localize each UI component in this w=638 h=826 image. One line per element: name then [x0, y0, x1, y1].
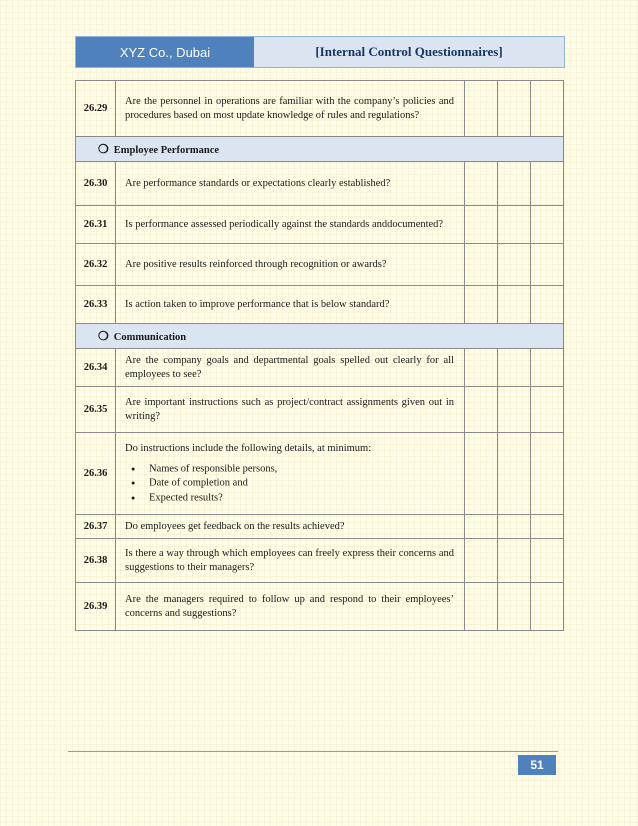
answer-cell-no[interactable] [498, 286, 531, 324]
question-text: Do instructions include the following details, at minimum: [125, 442, 372, 454]
answer-cell-no[interactable] [498, 539, 531, 583]
question-number: 26.34 [76, 349, 116, 387]
answer-cell-no[interactable] [498, 433, 531, 515]
bullet-list [125, 462, 454, 505]
question-text: Is action taken to improve performance that is below standard? [116, 286, 465, 324]
answer-cell-remarks[interactable] [531, 81, 564, 137]
table-row [76, 539, 564, 583]
answer-cell-no[interactable] [498, 81, 531, 137]
answer-cell-yes[interactable] [465, 433, 498, 515]
questionnaire-table [75, 80, 564, 631]
answer-cell-yes[interactable] [465, 244, 498, 286]
question-text: Are important instructions such as project/contract assignments given out in writing? [116, 387, 465, 433]
company-name: XYZ Co., Dubai [76, 37, 254, 67]
answer-cell-no[interactable] [498, 515, 531, 539]
table-row [76, 81, 564, 137]
question-number: 26.36 [76, 433, 116, 515]
answer-cell-yes[interactable] [465, 162, 498, 206]
answer-cell-no[interactable] [498, 162, 531, 206]
answer-cell-remarks[interactable] [531, 244, 564, 286]
answer-cell-remarks[interactable] [531, 162, 564, 206]
question-text: Are performance standards or expectations clearly established? [116, 162, 465, 206]
question-text: Are the personnel in operations are familiar with the company’s policies and procedures based on most update knowledge of rules and regulations? [116, 81, 465, 137]
section-label: Employee Performance [113, 144, 220, 156]
table-row [76, 349, 564, 387]
circle-bullet-icon: ❍ [98, 328, 109, 343]
section-heading [76, 137, 564, 162]
question-number: 26.29 [76, 81, 116, 137]
list-item: ● Date of completion and [131, 476, 454, 490]
answer-cell-remarks[interactable] [531, 433, 564, 515]
question-text: Is there a way through which employees can freely express their concerns and suggestions to their managers? [116, 539, 465, 583]
section-label: Communication [113, 331, 187, 343]
question-text: Do employees get feedback on the results achieved? [116, 515, 465, 539]
answer-cell-remarks[interactable] [531, 206, 564, 244]
answer-cell-yes[interactable] [465, 387, 498, 433]
section-heading [76, 324, 564, 349]
question-text: Are the managers required to follow up and respond to their employees’ concerns and suggestions? [116, 583, 465, 631]
section-row [76, 324, 564, 349]
table-row [76, 433, 564, 515]
answer-cell-no[interactable] [498, 206, 531, 244]
answer-cell-no[interactable] [498, 387, 531, 433]
question-number: 26.37 [76, 515, 116, 539]
page-header [75, 36, 565, 68]
answer-cell-yes[interactable] [465, 539, 498, 583]
table-row [76, 515, 564, 539]
answer-cell-remarks[interactable] [531, 286, 564, 324]
answer-cell-yes[interactable] [465, 286, 498, 324]
answer-cell-remarks[interactable] [531, 515, 564, 539]
answer-cell-yes[interactable] [465, 349, 498, 387]
question-number: 26.33 [76, 286, 116, 324]
table-row [76, 387, 564, 433]
answer-cell-no[interactable] [498, 244, 531, 286]
question-number: 26.35 [76, 387, 116, 433]
answer-cell-no[interactable] [498, 583, 531, 631]
question-text: Are positive results reinforced through recognition or awards? [116, 244, 465, 286]
answer-cell-yes[interactable] [465, 515, 498, 539]
list-item: ● Names of responsible persons, [131, 462, 454, 476]
table-row [76, 583, 564, 631]
page-number: 51 [518, 755, 556, 775]
question-number: 26.32 [76, 244, 116, 286]
answer-cell-remarks[interactable] [531, 539, 564, 583]
table-row [76, 244, 564, 286]
list-item: ● Expected results? [131, 491, 454, 505]
section-row [76, 137, 564, 162]
answer-cell-yes[interactable] [465, 583, 498, 631]
footer-divider [68, 751, 558, 752]
answer-cell-remarks[interactable] [531, 387, 564, 433]
question-number: 26.38 [76, 539, 116, 583]
answer-cell-no[interactable] [498, 349, 531, 387]
question-number: 26.30 [76, 162, 116, 206]
answer-cell-remarks[interactable] [531, 583, 564, 631]
answer-cell-remarks[interactable] [531, 349, 564, 387]
question-number: 26.39 [76, 583, 116, 631]
table-row [76, 286, 564, 324]
question-text: Is performance assessed periodically against the standards anddocumented? [116, 206, 465, 244]
circle-bullet-icon: ❍ [98, 141, 109, 156]
answer-cell-yes[interactable] [465, 81, 498, 137]
table-row [76, 162, 564, 206]
question-number: 26.31 [76, 206, 116, 244]
document-title: [Internal Control Questionnaires] [254, 37, 564, 67]
question-text: Are the company goals and departmental goals spelled out clearly for all employees to see? [116, 349, 465, 387]
answer-cell-yes[interactable] [465, 206, 498, 244]
table-row [76, 206, 564, 244]
question-text-cell [116, 433, 465, 515]
